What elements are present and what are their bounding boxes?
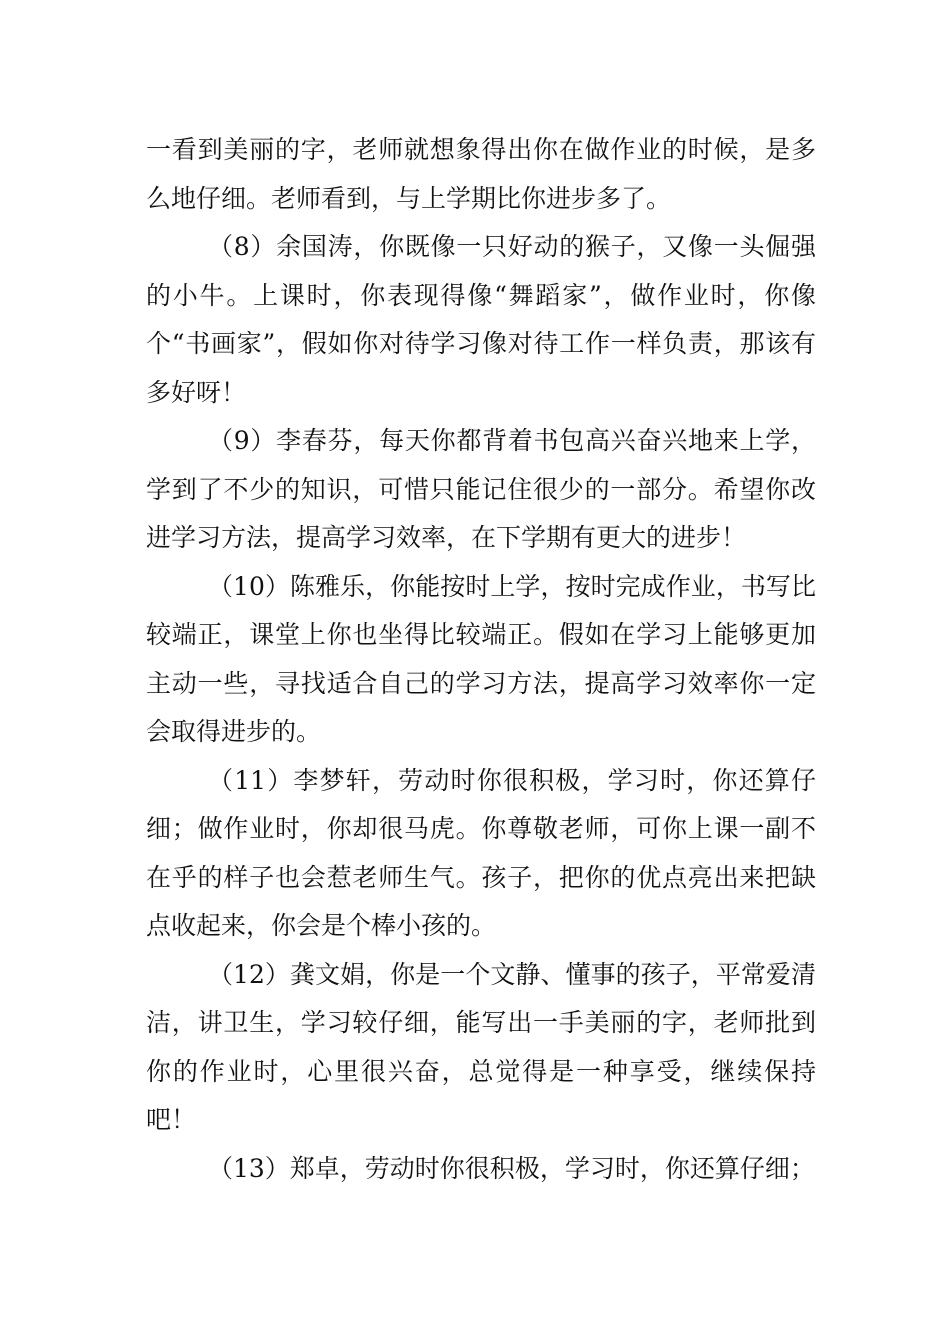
paragraph-comment-13: （13）郑卓，劳动时你很积极，学习时，你还算仔细； xyxy=(208,1153,815,1183)
document-body xyxy=(146,126,816,1193)
paragraph-comment-12: （12）龚文娟，你是一个文静、懂事的孩子，平常爱清洁，讲卫生，学习较仔细，能写出一手美丽的字，老师批到你的作业时，心里很兴奋，总觉得是一种享受，继续保持吧！ xyxy=(146,959,816,1134)
paragraph-comment-8: （8）余国涛，你既像一只好动的猴子，又像一头倔强的小牛。上课时，你表现得像“舞蹈家”，做作业时，你像个“书画家”，假如你对待学习像对待工作一样负责，那该有多好呀！ xyxy=(146,232,816,407)
paragraph-comment-9: （9）李春芬，每天你都背着书包高兴奋兴地来上学，学到了不少的知识，可惜只能记住很少的一部分。希望你改进学习方法，提高学习效率，在下学期有更大的进步！ xyxy=(146,426,816,552)
paragraph-comment-10: （10）陈雅乐，你能按时上学，按时完成作业，书写比较端正，课堂上你也坐得比较端正。假如在学习上能够更加主动一些，寻找适合自己的学习方法，提高学习效率你一定会取得进步的。 xyxy=(146,571,816,746)
paragraph-continuation: 一看到美丽的字，老师就想象得出你在做作业的时候，是多么地仔细。老师看到，与上学期比你进步多了。 xyxy=(146,135,816,213)
paragraph-comment-11: （11）李梦轩，劳动时你很积极，学习时，你还算仔细；做作业时，你却很马虎。你尊敬老师，可你上课一副不在乎的样子也会惹老师生气。孩子，把你的优点亮出来把缺点收起来，你会是个棒小孩的。 xyxy=(146,765,816,940)
